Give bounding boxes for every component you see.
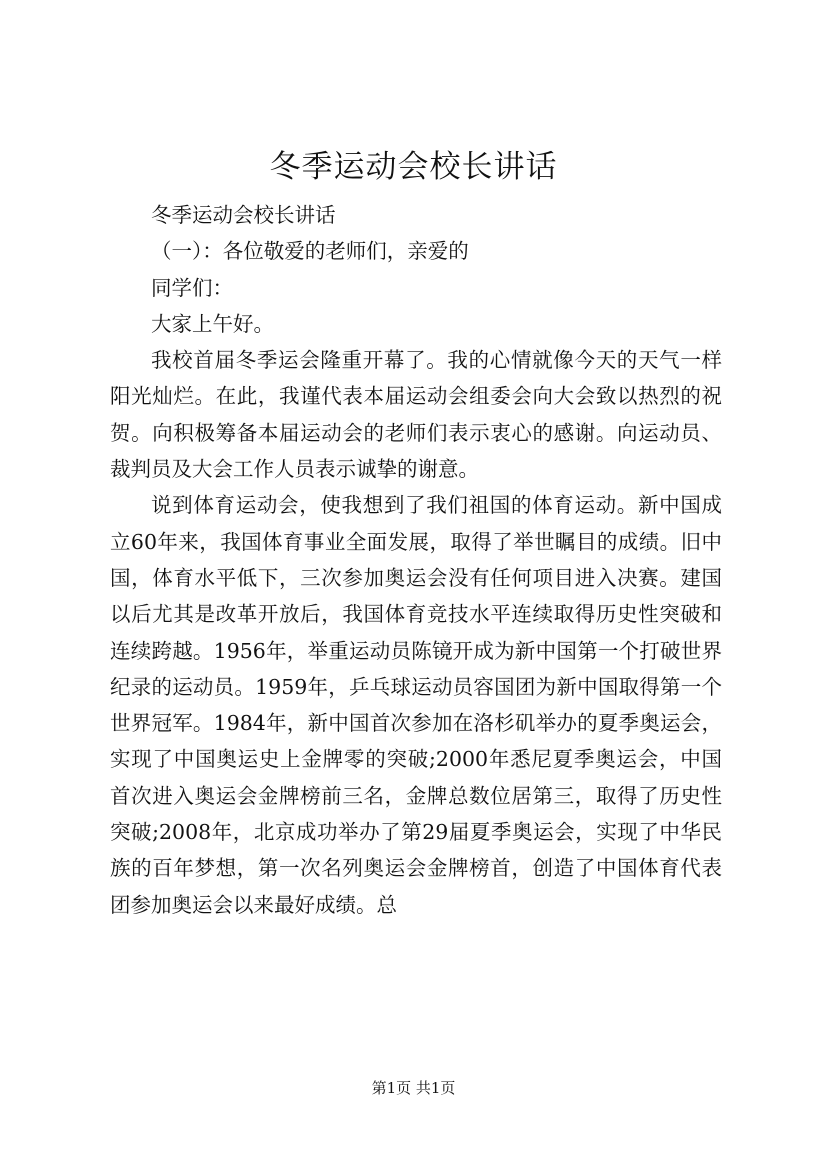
document-body [110, 197, 722, 923]
body-paragraph: 同学们： [151, 275, 233, 300]
document-title: 冬季运动会校长讲话 [269, 149, 558, 185]
body-paragraph: （一）：各位敬爱的老师们，亲爱的 [151, 239, 469, 264]
page-footer: 第1页 共1页 [371, 1079, 456, 1097]
body-paragraph: 说到体育运动会，使我想到了我们祖国的体育运动。新中国成立60年来，我国体育事业全面发展，取得了举世瞩目的成绩。旧中国，体育水平低下，三次参加奥运会没有任何项目进入决赛。建国以后尤其是改革开放后，我国体育竞技水平连续取得历史性突破和连续跨越。1956年，举重运动员陈镜开成为新中国第一个打破世界纪录的运动员。1959年，乒乓球运动员容国团为新中国取得第一个世界冠军。1984年，新中国首次参加在洛杉矶举办的夏季奥运会，实现了中国奥运史上金牌零的突破;2000年悉尼夏季奥运会，中国首次进入奥运会金牌榜前三名，金牌总数位居第三，取得了历史性突破;2008年，北京成功举办了第29届夏季奥运会，实现了中华民族的百年梦想，第一次名列奥运会金牌榜首，创造了中国体育代表团参加奥运会以来最好成绩。总 [110, 493, 722, 917]
body-paragraph: 冬季运动会校长讲话 [151, 203, 336, 227]
body-paragraph: 大家上午好。 [151, 311, 274, 336]
body-paragraph: 我校首届冬季运会隆重开幕了。我的心情就像今天的天气一样阳光灿烂。在此，我谨代表本届运动会组委会向大会致以热烈的祝贺。向积极筹备本届运动会的老师们表示衷心的感谢。向运动员、裁判员及大会工作人员表示诚挚的谢意。 [110, 348, 722, 482]
